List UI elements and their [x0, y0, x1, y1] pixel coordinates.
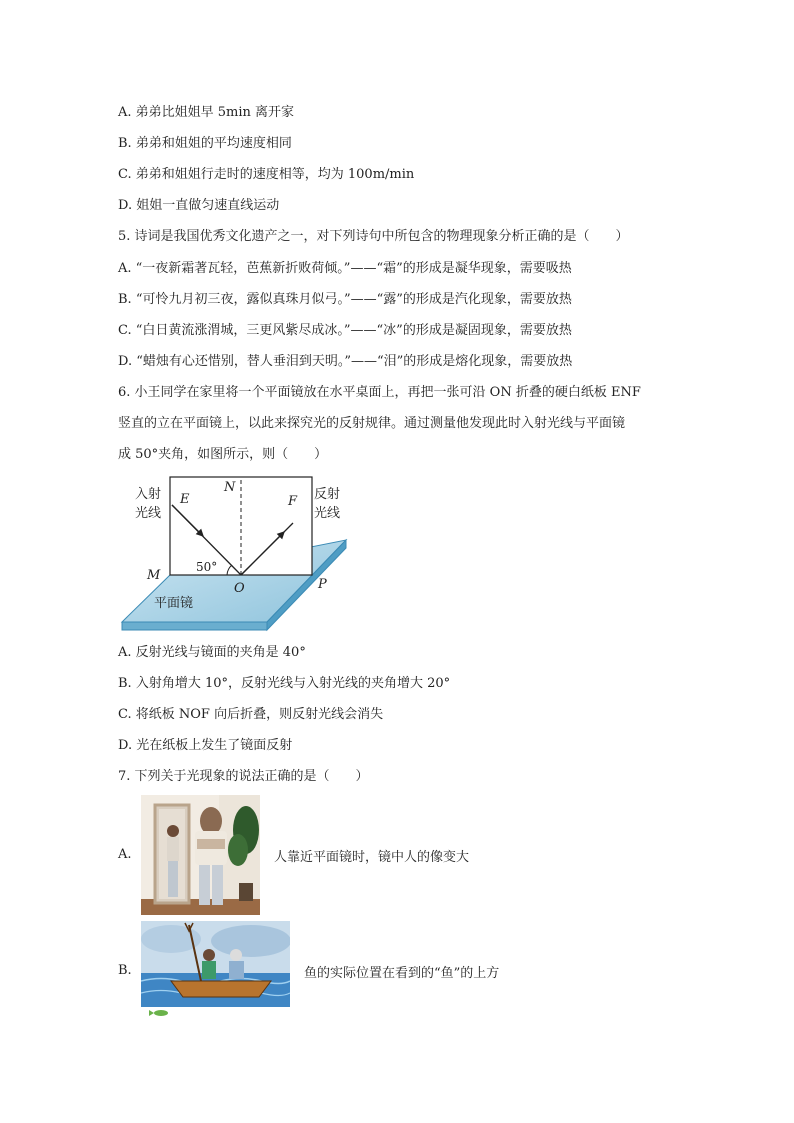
q5-option-a: A. “一夜新霜著瓦轻，芭蕉新折败荷倾。”——“霜”的形成是凝华现象，需要吸热: [118, 261, 572, 276]
q4-option-c: C. 弟弟和姐姐行走时的速度相等，均为 100m/min: [118, 167, 415, 182]
q4-option-a: A. 弟弟比姐姐早 5min 离开家: [118, 105, 295, 120]
q7-option-b-text: 鱼的实际位置在看到的“鱼”的上方: [304, 966, 500, 981]
label-reflect-2: 光线: [314, 506, 341, 521]
q5-stem: 5. 诗词是我国优秀文化遗产之一，对下列诗句中所包含的物理现象分析正确的是（ ）: [118, 229, 629, 244]
q6-stem-line1: 6. 小王同学在家里将一个平面镜放在水平桌面上，再把一张可沿 ON 折叠的硬白纸板 ENF: [118, 385, 641, 400]
fishing-boat-image: [141, 921, 290, 1019]
q7-option-a-text: 人靠近平面镜时，镜中人的像变大: [274, 850, 470, 865]
q7-stem: 7. 下列关于光现象的说法正确的是（ ）: [118, 769, 369, 784]
label-f: F: [288, 494, 298, 509]
q7-option-a-label: A.: [118, 847, 132, 862]
label-m: M: [147, 568, 161, 583]
q6-option-b: B. 入射角增大 10°，反射光线与入射光线的夹角增大 20°: [118, 676, 451, 691]
label-angle: 50°: [196, 560, 218, 574]
label-incident-2: 光线: [135, 506, 162, 521]
label-reflect-1: 反射: [314, 487, 341, 502]
q4-option-d: D. 姐姐一直做匀速直线运动: [118, 198, 280, 213]
label-mirror: 平面镜: [154, 596, 194, 611]
q4-option-b: B. 弟弟和姐姐的平均速度相同: [118, 136, 292, 151]
label-n: N: [224, 480, 236, 495]
label-p: P: [318, 577, 327, 592]
label-o: O: [234, 581, 245, 596]
q5-option-d: D. “蜡烛有心还惜别，替人垂泪到天明。”——“泪”的形成是熔化现象，需要放热: [118, 354, 573, 369]
q6-stem-line3: 成 50°夹角，如图所示，则（ ）: [118, 447, 328, 462]
label-incident-1: 入射: [135, 487, 162, 502]
q5-option-c: C. “白日黄流涨渭城，三更风紫尽成冰。”——“冰”的形成是凝固现象，需要放热: [118, 323, 572, 338]
q6-stem-line2: 竖直的立在平面镜上，以此来探究光的反射规律。通过测量他发现此时入射光线与平面镜: [118, 416, 626, 431]
mirror-person-image: [141, 795, 260, 915]
q6-option-c: C. 将纸板 NOF 向后折叠，则反射光线会消失: [118, 707, 384, 722]
label-e: E: [180, 492, 190, 507]
reflection-diagram: [110, 472, 360, 634]
q5-option-b: B. “可怜九月初三夜，露似真珠月似弓。”——“露”的形成是汽化现象，需要放热: [118, 292, 572, 307]
q6-option-a: A. 反射光线与镜面的夹角是 40°: [118, 645, 306, 660]
mirror-side-face: [122, 622, 267, 630]
q7-option-b-label: B.: [118, 963, 132, 978]
q6-option-d: D. 光在纸板上发生了镜面反射: [118, 738, 293, 753]
